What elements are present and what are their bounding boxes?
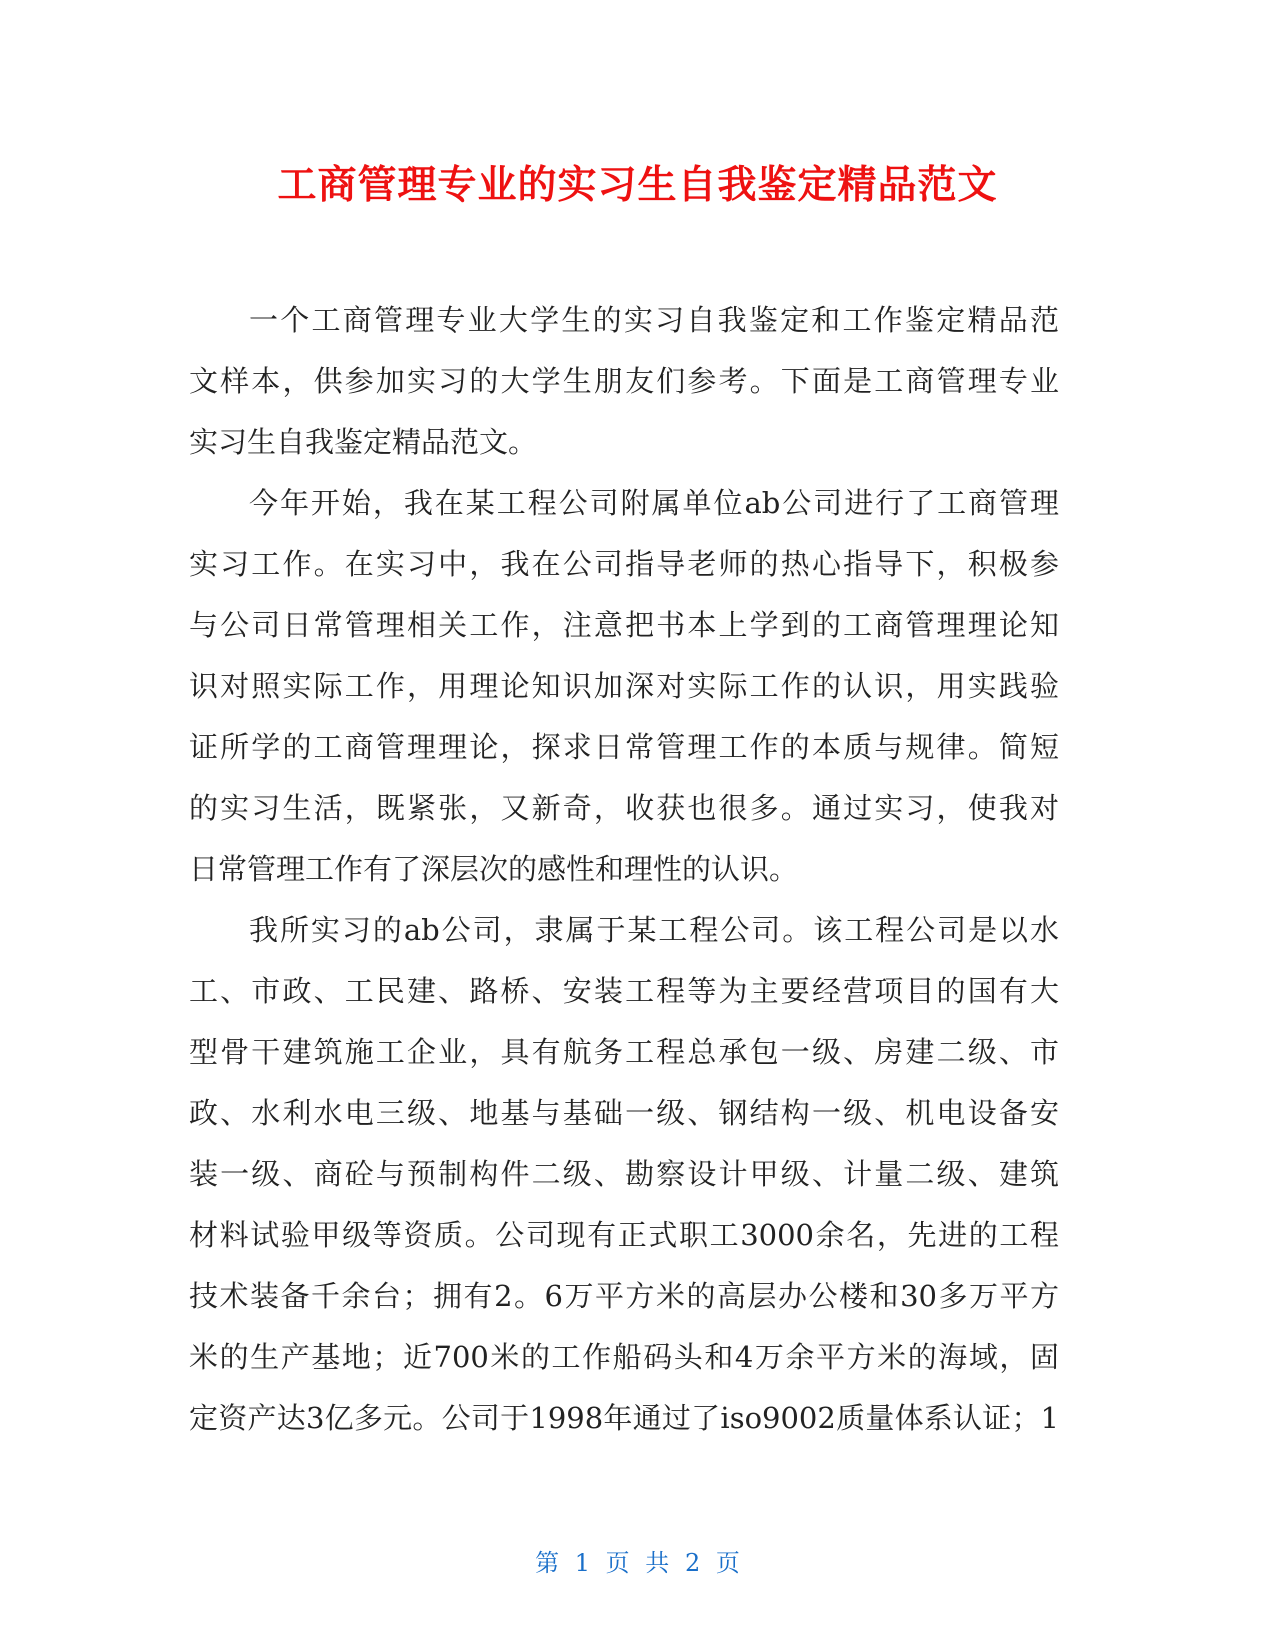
text-line: 今年开始，我在某工程公司附属单位ab公司进行了工商管理 <box>249 486 1059 520</box>
text-line: 文样本，供参加实习的大学生朋友们参考。下面是工商管理专业 <box>189 364 1059 398</box>
text-line: 实习生自我鉴定精品范文。 <box>189 425 538 459</box>
text-line: 型骨干建筑施工企业，具有航务工程总承包一级、房建二级、市 <box>189 1035 1059 1069</box>
document-title: 工商管理专业的实习生自我鉴定精品范文 <box>277 163 998 208</box>
text-line: 证所学的工商管理理论，探求日常管理工作的本质与规律。简短 <box>189 730 1059 764</box>
text-line: 材料试验甲级等资质。公司现有正式职工3000余名，先进的工程 <box>189 1218 1059 1252</box>
text-line: 米的生产基地；近700米的工作船码头和4万余平方米的海域，固 <box>189 1340 1059 1374</box>
text-line: 技术装备千余台；拥有2。6万平方米的高层办公楼和30多万平方 <box>189 1279 1059 1313</box>
page-number-footer: 第 1 页 共 2 页 <box>535 1549 740 1577</box>
document-body <box>189 290 1059 1449</box>
paragraph-1 <box>189 290 1059 473</box>
text-line: 与公司日常管理相关工作，注意把书本上学到的工商管理理论知 <box>189 608 1059 642</box>
text-line: 的实习生活，既紧张，又新奇，收获也很多。通过实习，使我对 <box>189 791 1059 825</box>
text-line: 日常管理工作有了深层次的感性和理性的认识。 <box>189 852 799 886</box>
paragraph-2 <box>189 473 1059 900</box>
text-line: 识对照实际工作，用理论知识加深对实际工作的认识，用实践验 <box>189 669 1059 703</box>
text-line: 定资产达3亿多元。公司于1998年通过了iso9002质量体系认证；1 <box>189 1401 1059 1435</box>
text-line: 装一级、商砼与预制构件二级、勘察设计甲级、计量二级、建筑 <box>189 1157 1059 1191</box>
text-line: 工、市政、工民建、路桥、安装工程等为主要经营项目的国有大 <box>189 974 1059 1008</box>
text-line: 一个工商管理专业大学生的实习自我鉴定和工作鉴定精品范 <box>249 303 1059 337</box>
text-line: 实习工作。在实习中，我在公司指导老师的热心指导下，积极参 <box>189 547 1059 581</box>
text-line: 政、水利水电三级、地基与基础一级、钢结构一级、机电设备安 <box>189 1096 1059 1130</box>
paragraph-3 <box>189 900 1059 1449</box>
text-line: 我所实习的ab公司，隶属于某工程公司。该工程公司是以水 <box>249 913 1059 947</box>
